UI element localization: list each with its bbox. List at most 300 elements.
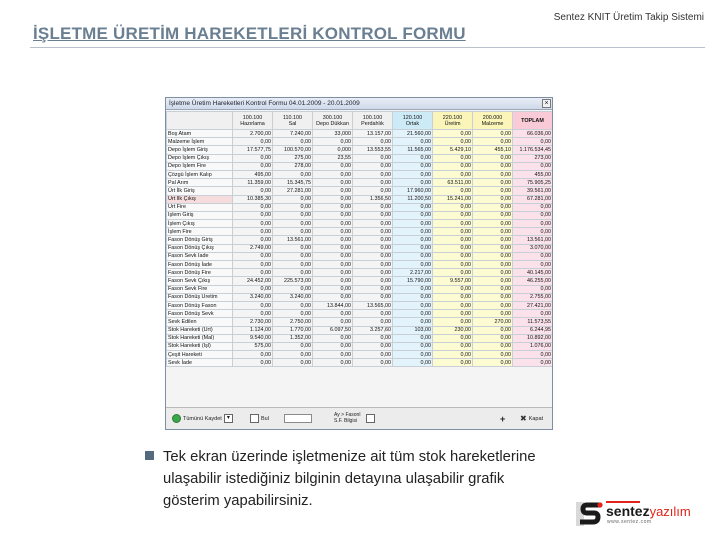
table-cell[interactable]: 0,00 [313, 195, 353, 203]
table-cell[interactable]: 0,000 [313, 146, 353, 154]
table-cell[interactable]: 0,00 [233, 162, 273, 170]
table-cell[interactable]: 0,00 [513, 138, 553, 146]
table-cell[interactable]: 0,00 [273, 195, 313, 203]
table-cell[interactable]: 0,00 [393, 293, 433, 301]
table-cell[interactable]: 0,00 [513, 359, 553, 367]
table-cell[interactable]: 6.097,50 [313, 326, 353, 334]
table-row[interactable] [167, 252, 553, 260]
table-cell[interactable]: 0,00 [473, 170, 513, 178]
table-cell[interactable]: 0,00 [473, 138, 513, 146]
table-cell[interactable]: 1.124,00 [233, 326, 273, 334]
table-cell[interactable]: 0,00 [233, 285, 273, 293]
table-cell[interactable]: 3.240,00 [233, 293, 273, 301]
column-header[interactable] [233, 112, 273, 130]
table-row[interactable] [167, 211, 553, 219]
table-row[interactable] [167, 220, 553, 228]
column-header[interactable] [313, 112, 353, 130]
row-label[interactable]: Sevk İade [167, 359, 233, 367]
table-cell[interactable]: 0,00 [273, 351, 313, 359]
table-cell[interactable]: 0,00 [313, 228, 353, 236]
column-header[interactable] [513, 112, 553, 130]
row-label[interactable]: Fason Dönüş İade [167, 261, 233, 269]
add-button[interactable] [500, 414, 505, 424]
row-label[interactable]: Fason Dönüş Üretim [167, 293, 233, 301]
table-cell[interactable]: 0,00 [513, 261, 553, 269]
table-cell[interactable]: 0,00 [353, 187, 393, 195]
table-cell[interactable]: 0,00 [513, 228, 553, 236]
table-cell[interactable]: 75.905,25 [513, 179, 553, 187]
table-row[interactable] [167, 228, 553, 236]
table-cell[interactable]: 0,00 [353, 244, 393, 252]
table-cell[interactable]: 10.892,00 [513, 334, 553, 342]
table-cell[interactable]: 15.790,00 [393, 277, 433, 285]
table-cell[interactable]: 0,00 [233, 138, 273, 146]
table-cell[interactable]: 0,00 [353, 334, 393, 342]
table-cell[interactable]: 0,00 [313, 285, 353, 293]
table-row[interactable] [167, 244, 553, 252]
row-label[interactable]: Depo İşlem Çıkış [167, 154, 233, 162]
table-cell[interactable]: 46.255,00 [513, 277, 553, 285]
column-header[interactable] [473, 112, 513, 130]
table-row[interactable] [167, 342, 553, 350]
table-cell[interactable]: 23,55 [313, 154, 353, 162]
table-row[interactable] [167, 334, 553, 342]
row-label[interactable]: Fason Dönüş Fire [167, 269, 233, 277]
table-cell[interactable]: 273,00 [513, 154, 553, 162]
table-cell[interactable]: 0,00 [353, 342, 393, 350]
table-row[interactable] [167, 236, 553, 244]
table-cell[interactable]: 0,00 [273, 138, 313, 146]
filter-input[interactable] [284, 414, 312, 423]
table-cell[interactable]: 0,00 [513, 351, 553, 359]
table-cell[interactable]: 0,00 [313, 269, 353, 277]
table-cell[interactable]: 0,00 [353, 236, 393, 244]
table-cell[interactable]: 455,10 [473, 146, 513, 154]
table-cell[interactable]: 0,00 [393, 228, 433, 236]
table-cell[interactable]: 0,00 [433, 301, 473, 309]
table-cell[interactable]: 0,00 [473, 326, 513, 334]
table-cell[interactable]: 11.573,55 [513, 318, 553, 326]
table-cell[interactable]: 0,00 [353, 203, 393, 211]
table-row[interactable] [167, 310, 553, 318]
table-cell[interactable]: 0,00 [273, 342, 313, 350]
table-cell[interactable]: 0,00 [273, 269, 313, 277]
table-cell[interactable]: 495,00 [233, 170, 273, 178]
column-header[interactable] [353, 112, 393, 130]
table-row[interactable] [167, 187, 553, 195]
table-cell[interactable]: 0,00 [393, 138, 433, 146]
table-cell[interactable]: 0,00 [433, 285, 473, 293]
table-cell[interactable]: 0,00 [473, 187, 513, 195]
table-cell[interactable]: 0,00 [313, 170, 353, 178]
table-cell[interactable]: 0,00 [353, 220, 393, 228]
table-cell[interactable]: 67.281,00 [513, 195, 553, 203]
table-cell[interactable]: 0,00 [313, 179, 353, 187]
table-cell[interactable]: 0,00 [393, 301, 433, 309]
table-cell[interactable]: 0,00 [353, 138, 393, 146]
table-cell[interactable]: 0,00 [273, 220, 313, 228]
table-cell[interactable]: 0,00 [353, 261, 393, 269]
table-cell[interactable]: 0,00 [473, 293, 513, 301]
row-label[interactable]: Sevk Edilen [167, 318, 233, 326]
table-cell[interactable]: 0,00 [313, 310, 353, 318]
row-label[interactable]: Depo İşlem Giriş [167, 146, 233, 154]
table-cell[interactable]: 0,00 [433, 334, 473, 342]
table-cell[interactable]: 0,00 [433, 170, 473, 178]
table-cell[interactable]: 11.359,00 [233, 179, 273, 187]
table-row[interactable] [167, 301, 553, 309]
row-label[interactable]: İşlem Çıkış [167, 220, 233, 228]
table-cell[interactable]: 0,00 [353, 179, 393, 187]
row-label[interactable]: Çeşit Hareketi [167, 351, 233, 359]
table-cell[interactable]: 15.241,00 [433, 195, 473, 203]
table-cell[interactable]: 0,00 [233, 252, 273, 260]
row-label[interactable]: İşlem Giriş [167, 211, 233, 219]
find-button[interactable] [250, 414, 269, 423]
table-row[interactable] [167, 261, 553, 269]
table-cell[interactable]: 0,00 [473, 359, 513, 367]
table-cell[interactable]: 27.421,00 [513, 301, 553, 309]
row-label[interactable]: İşlem Fire [167, 228, 233, 236]
table-cell[interactable]: 0,00 [473, 179, 513, 187]
table-cell[interactable]: 0,00 [313, 244, 353, 252]
table-cell[interactable]: 0,00 [273, 261, 313, 269]
table-cell[interactable]: 0,00 [473, 252, 513, 260]
table-cell[interactable]: 0,00 [273, 252, 313, 260]
row-label[interactable]: Ürt Fire [167, 203, 233, 211]
table-cell[interactable]: 2.750,00 [273, 318, 313, 326]
table-cell[interactable]: 0,00 [233, 211, 273, 219]
table-cell[interactable]: 0,00 [513, 285, 553, 293]
table-cell[interactable]: 9.557,00 [433, 277, 473, 285]
table-cell[interactable]: 13.844,00 [313, 301, 353, 309]
row-label[interactable]: Ürt İlk Giriş [167, 187, 233, 195]
table-cell[interactable]: 0,00 [233, 203, 273, 211]
table-cell[interactable]: 0,00 [473, 301, 513, 309]
table-cell[interactable]: 0,00 [233, 351, 273, 359]
row-label[interactable]: Stok Hareketi (İşl) [167, 342, 233, 350]
table-cell[interactable]: 0,00 [393, 154, 433, 162]
row-label[interactable]: Fason Sevk Fire [167, 285, 233, 293]
table-cell[interactable]: 5.429,10 [433, 146, 473, 154]
table-cell[interactable]: 0,00 [473, 285, 513, 293]
table-cell[interactable]: 10.385,30 [233, 195, 273, 203]
table-cell[interactable]: 0,00 [313, 162, 353, 170]
table-cell[interactable]: 0,00 [433, 236, 473, 244]
table-cell[interactable]: 0,00 [473, 162, 513, 170]
table-cell[interactable]: 2.700,00 [233, 130, 273, 138]
table-cell[interactable]: 0,00 [433, 318, 473, 326]
table-cell[interactable]: 0,00 [393, 203, 433, 211]
table-cell[interactable]: 0,00 [393, 236, 433, 244]
table-cell[interactable]: 0,00 [473, 310, 513, 318]
table-cell[interactable]: 0,00 [233, 236, 273, 244]
table-cell[interactable]: 275,00 [273, 154, 313, 162]
table-cell[interactable]: 0,00 [353, 252, 393, 260]
table-cell[interactable]: 0,00 [433, 220, 473, 228]
table-row[interactable] [167, 293, 553, 301]
table-cell[interactable]: 1.076,00 [513, 342, 553, 350]
table-cell[interactable]: 0,00 [393, 244, 433, 252]
table-cell[interactable]: 0,00 [433, 293, 473, 301]
table-cell[interactable]: 0,00 [433, 162, 473, 170]
filter-box[interactable] [366, 414, 375, 423]
table-row[interactable] [167, 359, 553, 367]
table-cell[interactable]: 0,00 [353, 228, 393, 236]
table-cell[interactable]: 0,00 [233, 269, 273, 277]
checkbox-icon[interactable] [366, 414, 375, 423]
table-cell[interactable]: 0,00 [513, 310, 553, 318]
table-cell[interactable]: 0,00 [393, 162, 433, 170]
table-cell[interactable]: 0,00 [473, 261, 513, 269]
table-cell[interactable]: 0,00 [313, 138, 353, 146]
table-cell[interactable]: 0,00 [233, 228, 273, 236]
row-label[interactable]: Stok Hareketi (Ürt) [167, 326, 233, 334]
table-row[interactable] [167, 277, 553, 285]
table-cell[interactable]: 0,00 [433, 130, 473, 138]
table-cell[interactable]: 0,00 [233, 187, 273, 195]
table-cell[interactable]: 0,00 [393, 310, 433, 318]
table-cell[interactable]: 0,00 [433, 252, 473, 260]
table-cell[interactable]: 0,00 [473, 220, 513, 228]
close-icon[interactable]: × [542, 99, 551, 108]
table-cell[interactable]: 0,00 [353, 285, 393, 293]
table-cell[interactable]: 575,00 [233, 342, 273, 350]
table-cell[interactable]: 0,00 [233, 301, 273, 309]
table-row[interactable] [167, 146, 553, 154]
table-cell[interactable]: 0,00 [433, 154, 473, 162]
row-label[interactable]: Çözgü İşlem Kalıp [167, 170, 233, 178]
table-cell[interactable]: 0,00 [473, 342, 513, 350]
table-cell[interactable]: 3.257,60 [353, 326, 393, 334]
table-cell[interactable]: 3.240,00 [273, 293, 313, 301]
table-cell[interactable]: 0,00 [473, 154, 513, 162]
table-cell[interactable]: 0,00 [393, 351, 433, 359]
table-row[interactable] [167, 154, 553, 162]
table-cell[interactable]: 0,00 [393, 334, 433, 342]
row-label[interactable]: Boş Atam [167, 130, 233, 138]
table-cell[interactable]: 0,00 [313, 211, 353, 219]
table-cell[interactable]: 0,00 [313, 334, 353, 342]
table-cell[interactable]: 2.749,00 [233, 244, 273, 252]
row-label[interactable]: Pal Arım [167, 179, 233, 187]
table-cell[interactable]: 21.560,00 [393, 130, 433, 138]
table-cell[interactable]: 0,00 [273, 228, 313, 236]
row-label[interactable]: Fason Dönüş Giriş [167, 236, 233, 244]
table-cell[interactable]: 0,00 [433, 310, 473, 318]
table-cell[interactable]: 7.240,00 [273, 130, 313, 138]
table-cell[interactable]: 0,00 [513, 220, 553, 228]
table-cell[interactable]: 0,00 [513, 211, 553, 219]
table-cell[interactable]: 0,00 [393, 342, 433, 350]
table-cell[interactable]: 0,00 [473, 228, 513, 236]
table-cell[interactable]: 17.960,00 [393, 187, 433, 195]
row-label[interactable]: Depo İşlem Fire [167, 162, 233, 170]
table-cell[interactable]: 13.565,00 [353, 301, 393, 309]
table-cell[interactable]: 0,00 [393, 220, 433, 228]
table-cell[interactable]: 0,00 [393, 179, 433, 187]
table-cell[interactable]: 0,00 [313, 261, 353, 269]
table-cell[interactable]: 0,00 [473, 277, 513, 285]
table-cell[interactable]: 0,00 [353, 154, 393, 162]
row-label[interactable]: Fason Sevk İade [167, 252, 233, 260]
table-cell[interactable]: 1.352,00 [273, 334, 313, 342]
dropdown-icon[interactable]: ▾ [224, 414, 233, 423]
table-cell[interactable]: 0,00 [433, 203, 473, 211]
table-row[interactable] [167, 179, 553, 187]
column-header[interactable] [433, 112, 473, 130]
table-cell[interactable]: 1.770,00 [273, 326, 313, 334]
table-cell[interactable]: 0,00 [433, 211, 473, 219]
table-cell[interactable]: 0,00 [513, 203, 553, 211]
table-cell[interactable]: 9.540,00 [233, 334, 273, 342]
table-cell[interactable]: 225.573,00 [273, 277, 313, 285]
table-cell[interactable]: 0,00 [353, 310, 393, 318]
table-cell[interactable]: 0,00 [313, 252, 353, 260]
table-cell[interactable]: 0,00 [433, 228, 473, 236]
row-label[interactable]: Fason Dönüş Sevk [167, 310, 233, 318]
table-cell[interactable]: 0,00 [433, 138, 473, 146]
table-cell[interactable]: 0,00 [313, 203, 353, 211]
table-cell[interactable]: 0,00 [313, 342, 353, 350]
table-cell[interactable]: 0,00 [513, 162, 553, 170]
table-cell[interactable]: 0,00 [393, 318, 433, 326]
table-row[interactable] [167, 269, 553, 277]
table-cell[interactable]: 0,00 [313, 359, 353, 367]
row-label[interactable]: Ürt İlk Çıkış [167, 195, 233, 203]
table-cell[interactable]: 0,00 [353, 359, 393, 367]
table-cell[interactable]: 0,00 [313, 220, 353, 228]
table-row[interactable] [167, 162, 553, 170]
save-all-button[interactable] [172, 414, 233, 423]
filter-field[interactable] [284, 414, 312, 423]
table-cell[interactable]: 0,00 [353, 162, 393, 170]
table-cell[interactable]: 63.511,00 [433, 179, 473, 187]
table-cell[interactable]: 0,00 [513, 252, 553, 260]
row-label[interactable]: Malzeme İşlem [167, 138, 233, 146]
table-cell[interactable]: 0,00 [473, 130, 513, 138]
table-cell[interactable]: 0,00 [353, 318, 393, 326]
table-cell[interactable]: 0,00 [433, 269, 473, 277]
table-row[interactable] [167, 203, 553, 211]
table-cell[interactable]: 0,00 [233, 359, 273, 367]
table-cell[interactable]: 2.730,00 [233, 318, 273, 326]
table-cell[interactable]: 0,00 [233, 220, 273, 228]
table-cell[interactable]: 0,00 [353, 170, 393, 178]
table-cell[interactable]: 0,00 [273, 310, 313, 318]
row-label[interactable]: Stok Hareketi (Mal) [167, 334, 233, 342]
table-cell[interactable]: 0,00 [393, 252, 433, 260]
table-cell[interactable]: 0,00 [473, 203, 513, 211]
table-cell[interactable]: 103,00 [393, 326, 433, 334]
table-row[interactable] [167, 138, 553, 146]
table-cell[interactable]: 0,00 [473, 211, 513, 219]
table-cell[interactable]: 13.561,00 [513, 236, 553, 244]
table-cell[interactable]: 0,00 [273, 203, 313, 211]
table-cell[interactable]: 39.561,00 [513, 187, 553, 195]
table-cell[interactable]: 2.217,00 [393, 269, 433, 277]
table-row[interactable] [167, 318, 553, 326]
table-row[interactable] [167, 195, 553, 203]
table-cell[interactable]: 0,00 [233, 310, 273, 318]
table-cell[interactable]: 0,00 [273, 244, 313, 252]
table-cell[interactable]: 0,00 [353, 293, 393, 301]
table-cell[interactable]: 0,00 [353, 277, 393, 285]
table-cell[interactable]: 0,00 [473, 351, 513, 359]
table-cell[interactable]: 33,000 [313, 130, 353, 138]
table-cell[interactable]: 230,00 [433, 326, 473, 334]
table-cell[interactable]: 0,00 [433, 187, 473, 195]
table-cell[interactable]: 0,00 [233, 154, 273, 162]
table-cell[interactable]: 0,00 [473, 269, 513, 277]
row-label[interactable]: Fason Dönüş Fason [167, 301, 233, 309]
table-cell[interactable]: 1.176.534,45 [513, 146, 553, 154]
table-cell[interactable]: 13.553,55 [353, 146, 393, 154]
table-cell[interactable]: 0,00 [273, 285, 313, 293]
table-cell[interactable]: 0,00 [433, 244, 473, 252]
table-cell[interactable]: 24.452,00 [233, 277, 273, 285]
table-row[interactable] [167, 326, 553, 334]
table-cell[interactable]: 3.070,00 [513, 244, 553, 252]
table-cell[interactable]: 270,00 [473, 318, 513, 326]
table-cell[interactable]: 0,00 [473, 195, 513, 203]
table-cell[interactable]: 0,00 [393, 170, 433, 178]
table-cell[interactable]: 100.570,00 [273, 146, 313, 154]
table-cell[interactable]: 0,00 [353, 351, 393, 359]
table-cell[interactable]: 66.036,00 [513, 130, 553, 138]
table-cell[interactable]: 13.157,00 [353, 130, 393, 138]
table-cell[interactable]: 6.244,95 [513, 326, 553, 334]
table-cell[interactable]: 27.281,00 [273, 187, 313, 195]
table-cell[interactable]: 0,00 [473, 334, 513, 342]
close-button[interactable] [520, 414, 543, 423]
table-cell[interactable]: 15.345,75 [273, 179, 313, 187]
table-cell[interactable]: 0,00 [273, 359, 313, 367]
table-cell[interactable]: 455,00 [513, 170, 553, 178]
table-row[interactable] [167, 170, 553, 178]
table-cell[interactable]: 0,00 [433, 359, 473, 367]
table-cell[interactable]: 278,00 [273, 162, 313, 170]
table-row[interactable] [167, 130, 553, 138]
table-cell[interactable]: 0,00 [273, 170, 313, 178]
table-cell[interactable]: 0,00 [313, 293, 353, 301]
table-cell[interactable]: 17.577,75 [233, 146, 273, 154]
table-cell[interactable]: 0,00 [353, 269, 393, 277]
row-label[interactable]: Fason Sevk Çıkış [167, 277, 233, 285]
table-cell[interactable]: 0,00 [233, 261, 273, 269]
table-cell[interactable]: 11.565,00 [393, 146, 433, 154]
table-cell[interactable]: 2.755,00 [513, 293, 553, 301]
table-cell[interactable]: 11.200,50 [393, 195, 433, 203]
table-cell[interactable]: 0,00 [393, 211, 433, 219]
table-row[interactable] [167, 351, 553, 359]
table-cell[interactable]: 0,00 [473, 236, 513, 244]
table-cell[interactable]: 0,00 [313, 187, 353, 195]
table-cell[interactable]: 0,00 [393, 359, 433, 367]
column-header[interactable] [393, 112, 433, 130]
table-cell[interactable]: 0,00 [473, 244, 513, 252]
table-cell[interactable]: 0,00 [273, 211, 313, 219]
table-cell[interactable]: 40.145,00 [513, 269, 553, 277]
table-cell[interactable]: 0,00 [313, 351, 353, 359]
table-cell[interactable]: 0,00 [313, 318, 353, 326]
table-cell[interactable]: 0,00 [433, 342, 473, 350]
table-cell[interactable]: 0,00 [353, 211, 393, 219]
table-row[interactable] [167, 285, 553, 293]
table-cell[interactable]: 1.356,50 [353, 195, 393, 203]
table-cell[interactable]: 0,00 [273, 301, 313, 309]
table-cell[interactable]: 0,00 [433, 351, 473, 359]
